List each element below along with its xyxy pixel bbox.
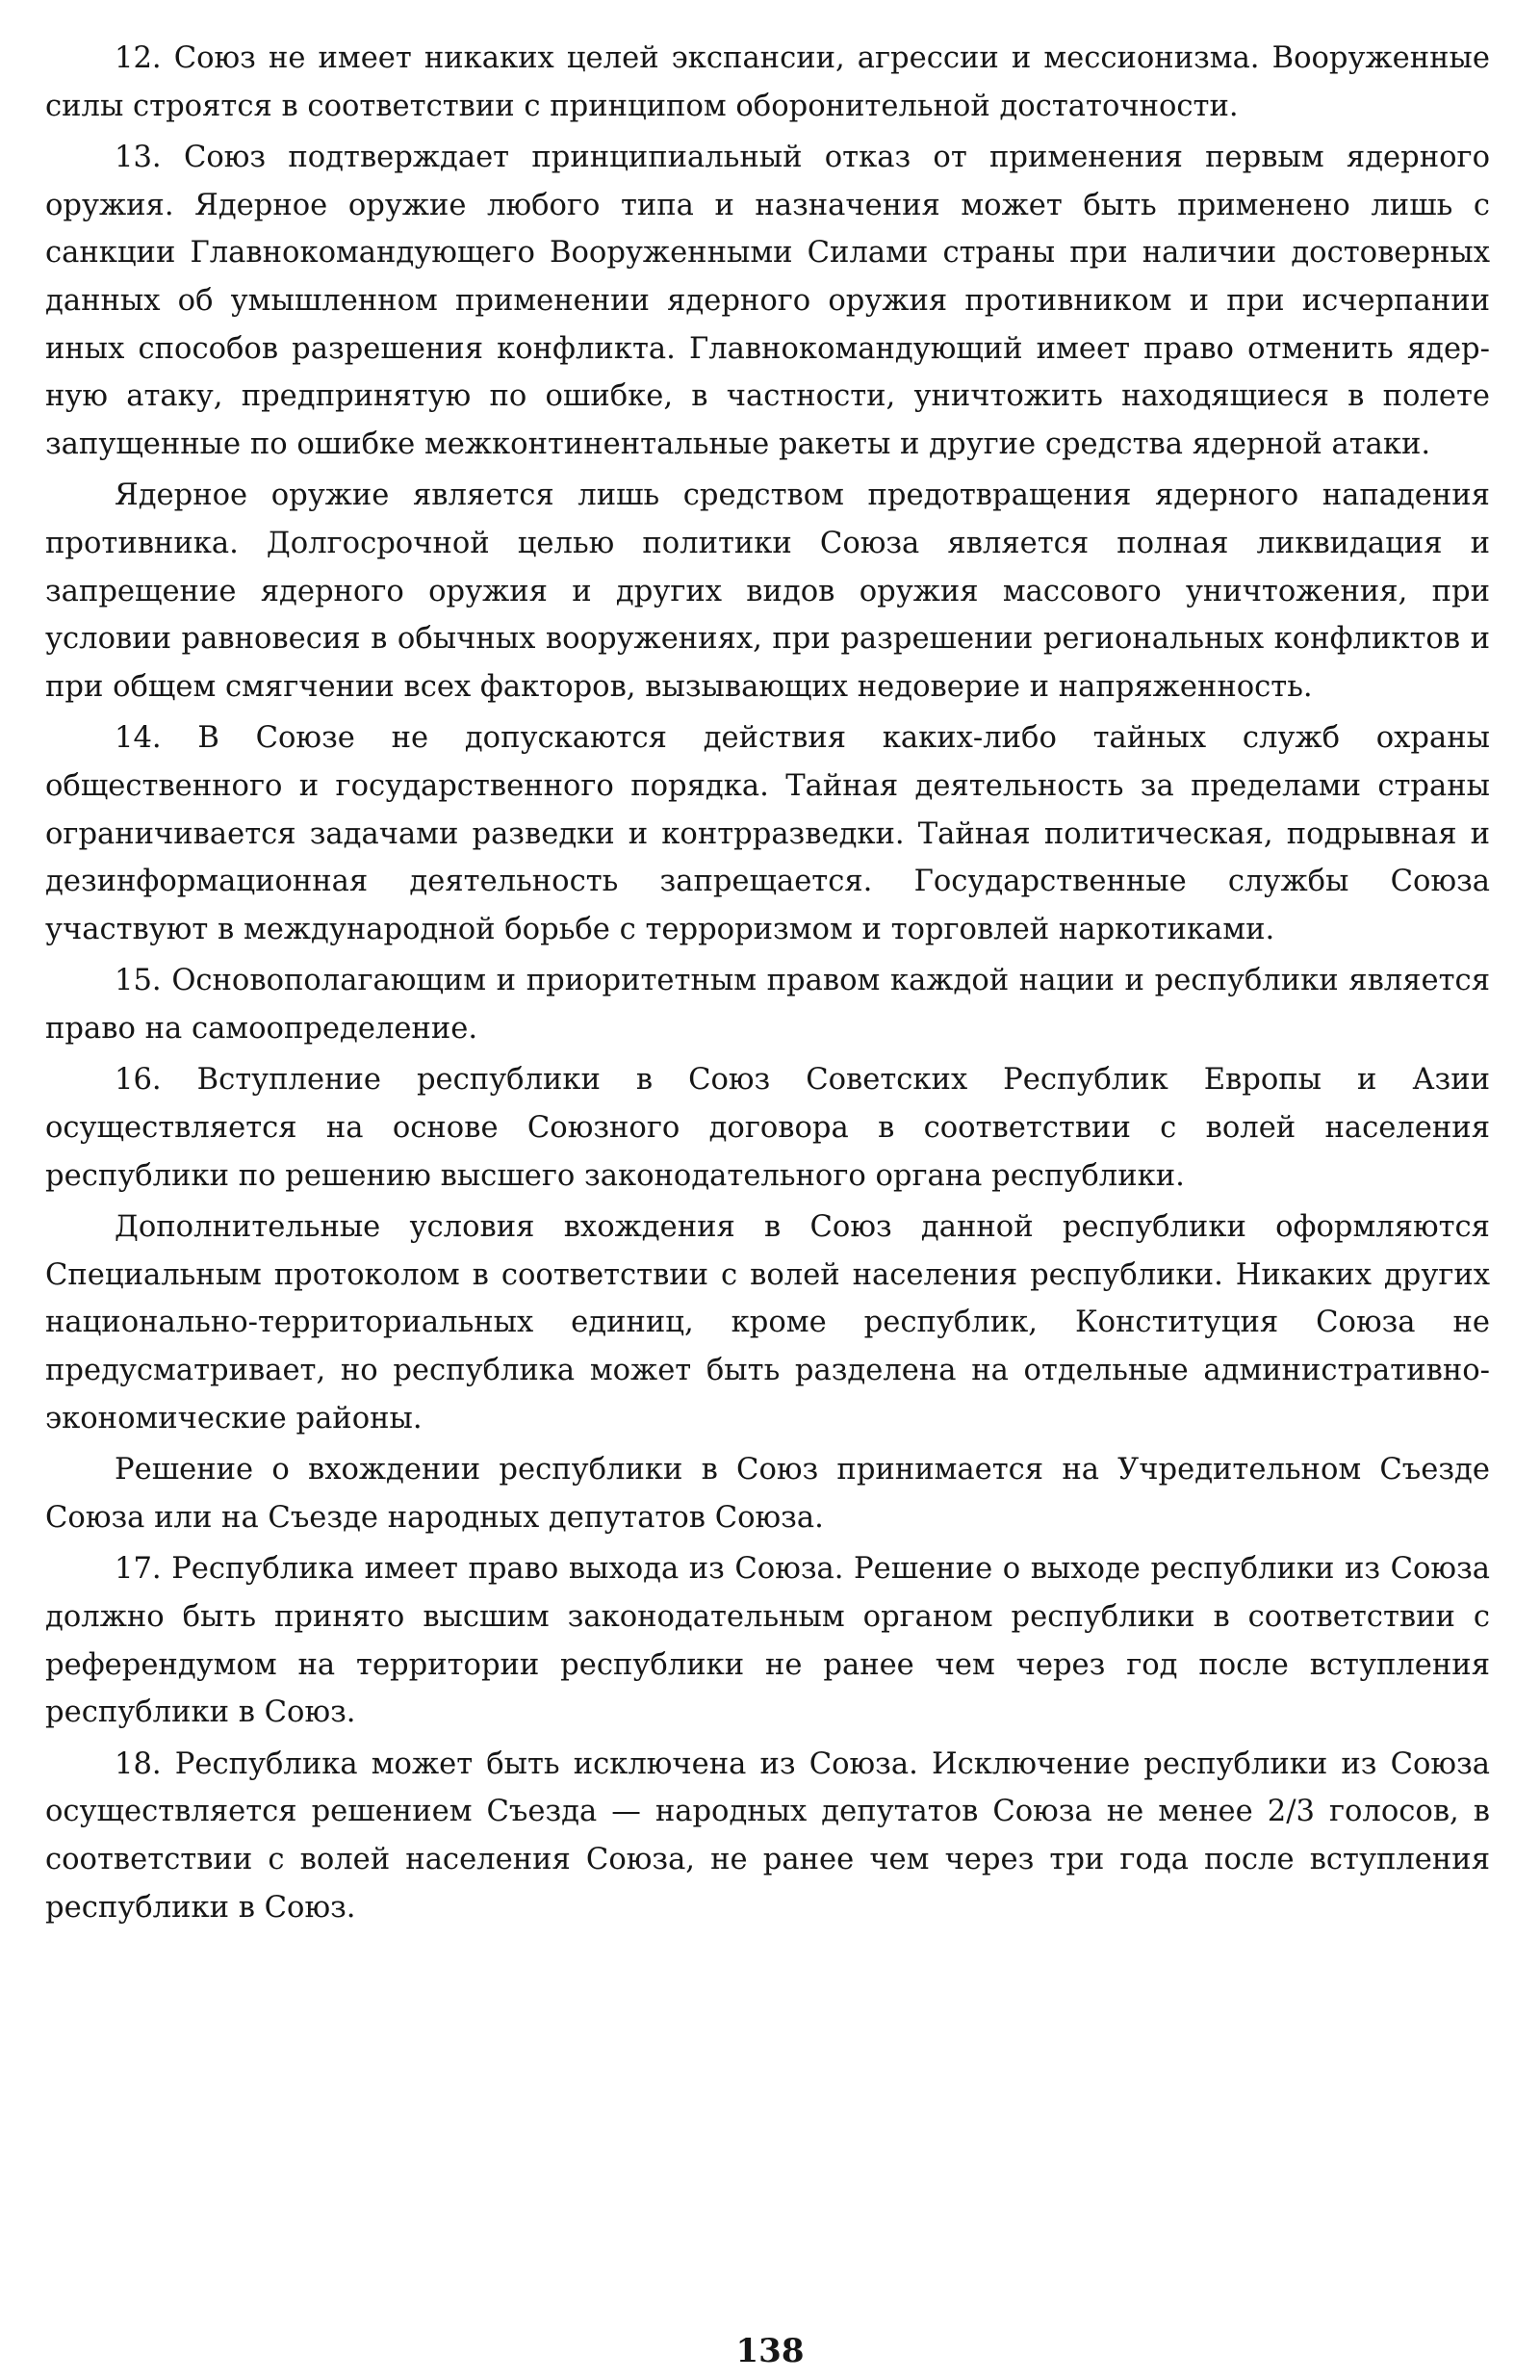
- paragraph-article-16: 16. Вступление республики в Союз Советских Республик Европы и Азии осуществляется на основе Союзного договора в соответствии с волей населения республики по решению высшего законодательного органа республики.: [45, 1063, 1490, 1193]
- paragraph-article-17: 17. Республика имеет право выхода из Союза. Решение о выходе республики из Союза должно быть принято высшим законодательным органом республики в соответствии с референдумом на территории республики не ранее чем через год после вступления республики в Союз.: [45, 1552, 1490, 1730]
- paragraph-nuclear-policy: Ядерное оружие является лишь средством предотвращения ядерного нападения противника. Долгосрочной целью политики Союза является полная ликвидация и запрещение ядерного оружия и других видов оружия массового уничтожения, при условии равновесия в обычных вооружениях, при разрешении региональных конфликтов и при общем смягчении всех факторов, вызывающих недоверие и напряженность.: [45, 479, 1490, 704]
- paragraph-article-18: 18. Республика может быть исключена из Союза. Исключение республики из Союза осуществляется решением Съезда — народных депутатов Союза не менее 2/3 голосов, в соответствии с волей населения Союза, не ранее чем через три года после вступления республики в Союз.: [45, 1746, 1490, 1925]
- paragraph-article-12: 12. Союз не имеет никаких целей экспансии, агрессии и мессионизма. Вооруженные силы строятся в соответствии с принципом оборонительной достаточности.: [45, 41, 1490, 123]
- paragraph-article-14: 14. В Союзе не допускаются действия каких-либо тайных служб охраны общественного и государственного порядка. Тайная деятельность за пределами страны ограничивается задачами разведки и контрразведки. Тайная политическая, подрывная и дезинформационная деятельность запрещается. Государственные службы Союза участвуют в международной борьбе с терроризмом и торговлей наркотиками.: [45, 721, 1490, 946]
- page-number: 138: [735, 2332, 805, 2370]
- paragraph-entry-decision: Решение о вхождении республики в Союз принимается на Учредительном Съезде Союза или на Съезде народных депутатов Союза.: [45, 1453, 1490, 1535]
- paragraph-article-13: 13. Союз подтверждает принципиальный отказ от применения первым ядерного оружия. Ядерное оружие любого типа и назначения может быть применено лишь с санкции Главнокомандующего Вооруженными Силами страны при наличии достоверных данных об умышленном применении ядерного оружия противником и при исчерпании иных способов разрешения конфликта. Главнокомандующий имеет право отменить ядерную атаку, предпринятую по ошибке, в частности, уничтожить находящиеся в полете запущенные по ошибке межконтинентальные ракеты и другие средства ядерной атаки.: [45, 141, 1490, 461]
- paragraph-article-15: 15. Основополагающим и приоритетным правом каждой нации и республики является право на самоопределение.: [45, 964, 1490, 1046]
- text-body: [45, 35, 1490, 1931]
- paragraph-additional-conditions: Дополнительные условия вхождения в Союз данной республики оформляются Специальным протоколом в соответствии с волей населения республики. Никаких других национально-территориальных единиц, кроме республик, Конституция Союза не предусматривает, но республика может быть разделена на отдельные административно-экономические районы.: [45, 1210, 1490, 1436]
